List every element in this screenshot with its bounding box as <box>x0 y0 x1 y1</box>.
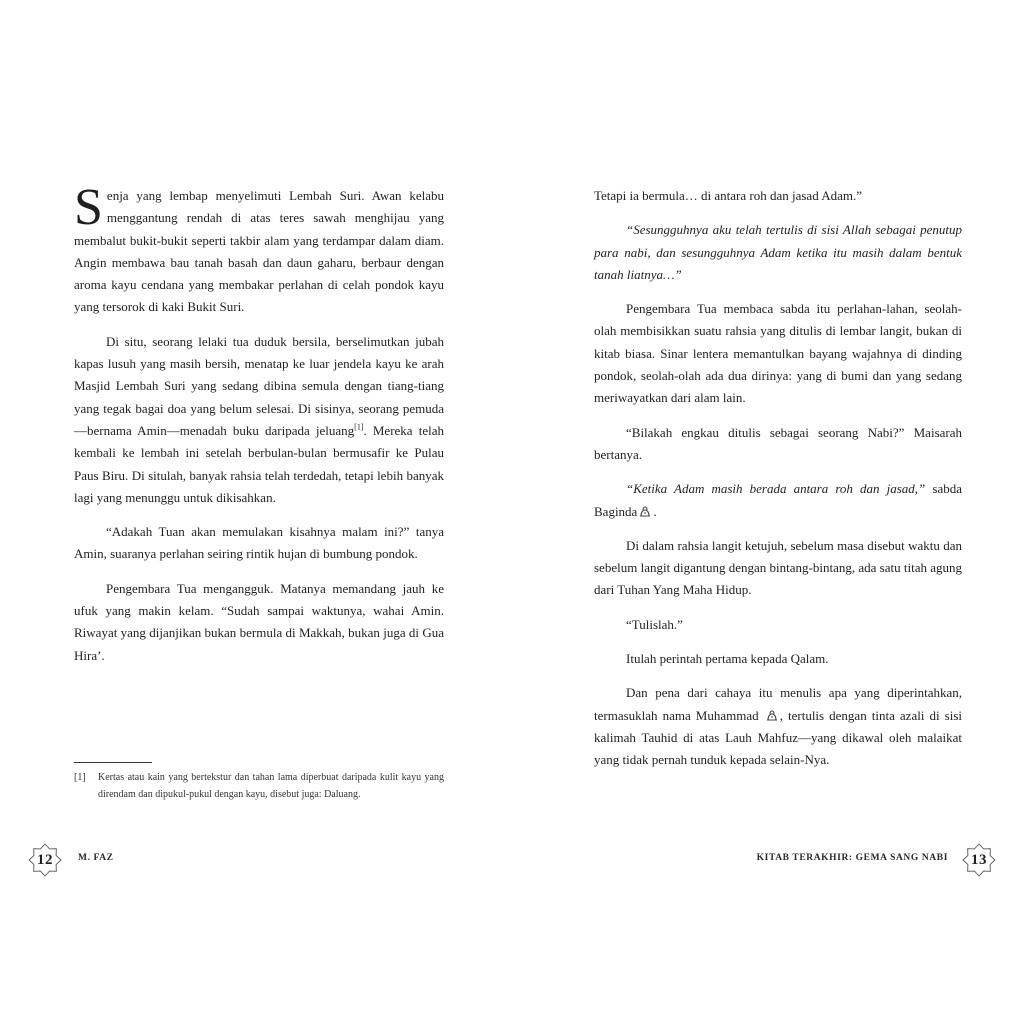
paragraph-r9-text-a: Dan pena dari cahaya itu menulis apa yang diperintahkan, termasuklah nama Muhammad <box>594 685 962 723</box>
paragraph-1-text: enja yang lembap menyelimuti Lembah Suri. Awan kelabu menggantung rendah di atas teres sawah menghijau yang membalut bukit-bukit seperti takbir alam yang terdampar dalam diam. Angin membawa bau tanah basah dan daun gaharu, berbaur dengan aroma kayu cendana yang membakar perlahan di celah pondok kayu yang tersorok di kaki Bukit Suri. <box>74 188 444 315</box>
paragraph-r5-quote: “Ketika Adam masih berada antara roh dan jasad,” <box>626 481 926 497</box>
pbuh-calligraphy-icon <box>766 710 778 721</box>
footnote <box>74 770 444 803</box>
paragraph-2-text-a: Di situ, seorang lelaki tua duduk bersila, berselimutkan jubah kapas lusuh yang masih bersih, menatap ke luar jendela kayu ke arah Masjid Lembah Suri yang sedang dibina semula dengan tiang-tiang yang tegak bagai doa yang belum selesai. Di sisinya, seorang pemuda—bernama Amin—menadah buku daripada jeluang <box>74 333 444 438</box>
footnote-text: Kertas atau kain yang bertekstur dan tahan lama diperbuat daripada kulit kayu yang direndam dan dipukul-pukul dengan kayu, disebut juga: Daluang. <box>98 772 444 800</box>
page-number-left-text: 12 <box>37 852 53 868</box>
footnote-mark: [1] <box>74 772 86 783</box>
paragraph-r6: Di dalam rahsia langit ketujuh, sebelum masa disebut waktu dan sebelum langit digantung dengan bintang-bintang, ada satu titah agung dari Tuhan Yang Maha Hidup. <box>594 537 962 598</box>
left-body-text <box>74 179 444 679</box>
paragraph-4: Pengembara Tua mengangguk. Matanya memandang jauh ke ufuk yang makin kelam. “Sudah sampai waktunya, wahai Amin. Riwayat yang dijanjikan bukan bermula di Makkah, bukan juga di Gua Hira’. <box>74 580 444 663</box>
paragraph-r8: Itulah perintah pertama kepada Qalam. <box>626 651 829 667</box>
page-number-left <box>28 843 62 877</box>
running-head-title: KITAB TERAKHIR: GEMA SANG NABI <box>756 853 948 863</box>
page-number-right-text: 13 <box>971 852 987 868</box>
paragraph-r7: “Tulislah.” <box>626 616 683 632</box>
paragraph-r4: “Bilakah engkau ditulis sebagai seorang Nabi?” Maisarah bertanya. <box>594 424 962 462</box>
page-number-right <box>962 843 996 877</box>
paragraph-3: “Adakah Tuan akan memulakan kisahnya malam ini?” tanya Amin, suaranya perlahan seiring rintik hujan di bumbung pondok. <box>74 524 444 562</box>
paragraph-2-text-b: . Mereka telah kembali ke lembah ini setelah berbulan-bulan bermusafir ke Pulau Paus Biru. Di situlah, banyak rahsia telah terdedah, tetapi lebih banyak lagi yang menunggu untuk dikisahkan. <box>74 422 444 505</box>
paragraph-r1: Tetapi ia bermula… di antara roh dan jasad Adam.” <box>594 188 863 203</box>
paragraph-r9 <box>594 682 962 771</box>
paragraph-r3: Pengembara Tua membaca sabda itu perlahan-lahan, seolah-olah membisikkan suatu rahsia yang ditulis di lembar langit, bukan di kitab biasa. Sinar lentera memantulkan bayang wajahnya di dinding pondok, seolah-olah ada dua dirinya: yang di bumi dan yang sedang meriwayatkan dari alam lain. <box>594 301 962 406</box>
paragraph-2 <box>74 331 444 509</box>
footnote-reference[interactable]: [1] <box>354 422 364 432</box>
paragraph-1 <box>74 179 444 319</box>
paragraph-r9-text-b: , tertulis dengan tinta azali di sisi kalimah Tauhid di atas Lauh Mahfuz—yang dikawal oleh malaikat yang tidak pernah tunduk kepada selain-Nya. <box>594 707 962 768</box>
right-body-text <box>594 185 962 784</box>
hadith-quote: “Sesungguhnya aku telah tertulis di sisi Allah sebagai penutup para nabi, dan sesungguhnya Adam ketika itu masih dalam bentuk tanah liatnya…” <box>594 222 962 282</box>
running-head-author: M. FAZ <box>78 853 114 863</box>
paragraph-r5: “Ketika Adam masih berada antara roh dan jasad,” sabda Baginda . <box>594 481 963 519</box>
pbuh-calligraphy-icon <box>639 506 651 517</box>
right-page <box>512 0 1024 1024</box>
footnote-divider <box>74 762 152 763</box>
dropcap: S <box>74 179 103 236</box>
paragraph-r5-text: sabda Baginda <box>594 481 963 519</box>
